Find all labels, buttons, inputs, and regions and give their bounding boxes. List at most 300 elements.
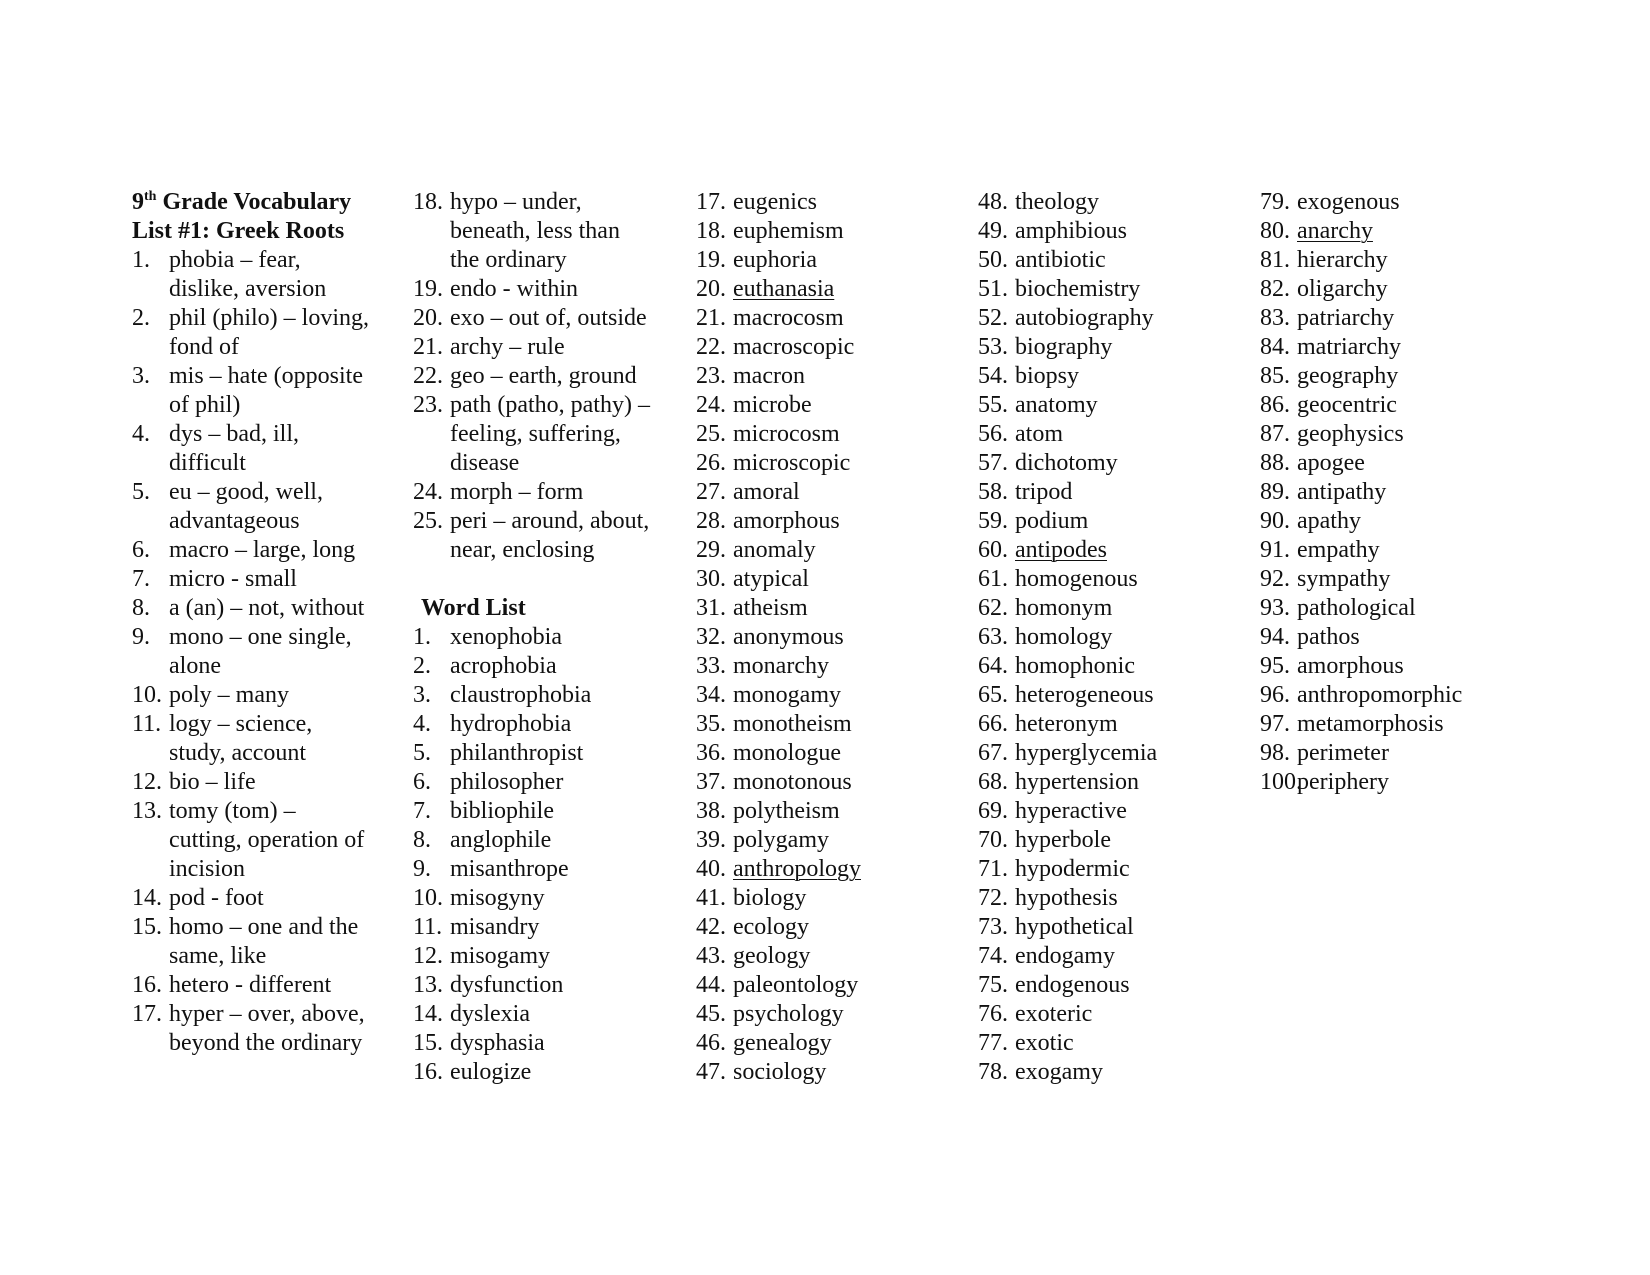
word-list-item <box>1260 246 1520 275</box>
vocabulary-word: misogamy <box>450 943 550 969</box>
vocabulary-word: dysfunction <box>450 972 564 998</box>
word-list-item <box>696 449 956 478</box>
word-number: 71. <box>978 856 1008 882</box>
root-definition: alone <box>169 653 221 679</box>
word-number: 48. <box>978 189 1008 215</box>
word-list-item <box>978 884 1238 913</box>
root-number: 5. <box>132 479 150 505</box>
word-number: 49. <box>978 218 1008 244</box>
root-definition: path (patho, pathy) – <box>450 392 650 418</box>
word-number: 12. <box>413 943 443 969</box>
root-definition: disease <box>450 450 520 476</box>
word-list-item <box>413 739 673 768</box>
word-list-item <box>413 855 673 884</box>
word-list-item <box>696 536 956 565</box>
root-number: 8. <box>132 595 150 621</box>
vocabulary-word: anatomy <box>1015 392 1098 418</box>
word-list-item <box>413 768 673 797</box>
word-number: 2. <box>413 653 431 679</box>
word-number: 5. <box>413 740 431 766</box>
grade-ordinal-suffix: th <box>144 189 157 204</box>
word-number: 59. <box>978 508 1008 534</box>
vocabulary-word: pathos <box>1297 624 1360 650</box>
root-definition: poly – many <box>169 682 289 708</box>
word-number: 47. <box>696 1059 726 1085</box>
word-list-item <box>1260 449 1520 478</box>
word-number: 22. <box>696 334 726 360</box>
word-number: 30. <box>696 566 726 592</box>
word-list-item <box>978 188 1238 217</box>
vocabulary-word: psychology <box>733 1001 844 1027</box>
word-list-item <box>696 188 956 217</box>
word-list-item <box>413 942 673 971</box>
column-3 <box>696 188 956 1087</box>
word-list-item <box>696 884 956 913</box>
word-list-item <box>696 710 956 739</box>
column-1 <box>132 188 392 1058</box>
word-number: 53. <box>978 334 1008 360</box>
root-definition: the ordinary <box>450 247 567 273</box>
root-definition: a (an) – not, without <box>169 595 365 621</box>
word-number: 9. <box>413 856 431 882</box>
word-number: 4. <box>413 711 431 737</box>
root-definition: pod - foot <box>169 885 264 911</box>
vocabulary-word: amorphous <box>1297 653 1404 679</box>
word-list-item <box>1260 681 1520 710</box>
root-number: 15. <box>132 914 162 940</box>
word-number: 26. <box>696 450 726 476</box>
word-list-item <box>696 565 956 594</box>
word-list-item <box>978 1058 1238 1087</box>
word-number: 11. <box>413 914 443 940</box>
root-entry <box>132 420 392 449</box>
word-list-item <box>696 391 956 420</box>
word-number: 85. <box>1260 363 1290 389</box>
root-definition: hetero - different <box>169 972 332 998</box>
word-number: 37. <box>696 769 726 795</box>
vocabulary-word: sympathy <box>1297 566 1391 592</box>
word-number: 7. <box>413 798 431 824</box>
root-number: 17. <box>132 1001 162 1027</box>
word-list-item <box>978 391 1238 420</box>
root-number: 18. <box>413 189 443 215</box>
root-definition: hyper – over, above, <box>169 1001 365 1027</box>
root-entry <box>413 362 673 391</box>
word-list-item <box>696 1029 956 1058</box>
word-list-item <box>978 478 1238 507</box>
root-number: 9. <box>132 624 150 650</box>
root-number: 14. <box>132 885 162 911</box>
word-number: 88. <box>1260 450 1290 476</box>
vocabulary-word: macron <box>733 363 805 389</box>
word-number: 78. <box>978 1059 1008 1085</box>
vocabulary-word: antipathy <box>1297 479 1387 505</box>
vocabulary-word: oligarchy <box>1297 276 1388 302</box>
word-number: 66. <box>978 711 1008 737</box>
word-list-item <box>696 594 956 623</box>
word-number: 65. <box>978 682 1008 708</box>
word-number: 40. <box>696 856 726 882</box>
word-list-item <box>696 217 956 246</box>
vocabulary-word: monologue <box>733 740 841 766</box>
root-definition: feeling, suffering, <box>450 421 621 447</box>
root-entry <box>413 391 673 420</box>
vocabulary-word: anthropology <box>733 856 861 882</box>
word-number: 97. <box>1260 711 1290 737</box>
word-list-item <box>1260 275 1520 304</box>
vocabulary-word: monotheism <box>733 711 852 737</box>
word-list-item <box>1260 362 1520 391</box>
root-definition: dislike, aversion <box>169 276 327 302</box>
vocabulary-word: biochemistry <box>1015 276 1141 302</box>
word-list-item <box>413 710 673 739</box>
word-list-item <box>696 1000 956 1029</box>
vocabulary-word: genealogy <box>733 1030 832 1056</box>
word-list-item <box>413 681 673 710</box>
root-entry <box>132 362 392 391</box>
root-entry-continuation <box>413 536 673 565</box>
vocabulary-word: misogyny <box>450 885 545 911</box>
word-number: 29. <box>696 537 726 563</box>
vocabulary-word: geology <box>733 943 811 969</box>
vocabulary-word: geography <box>1297 363 1399 389</box>
word-number: 75. <box>978 972 1008 998</box>
root-entry-continuation <box>132 449 392 478</box>
word-number: 8. <box>413 827 431 853</box>
word-list-item <box>1260 623 1520 652</box>
vocabulary-word: acrophobia <box>450 653 557 679</box>
vocabulary-word: podium <box>1015 508 1089 534</box>
word-number: 87. <box>1260 421 1290 447</box>
root-entry-continuation <box>132 855 392 884</box>
word-number: 70. <box>978 827 1008 853</box>
word-number: 35. <box>696 711 726 737</box>
word-number: 73. <box>978 914 1008 940</box>
word-list-item <box>1260 217 1520 246</box>
word-list-item <box>1260 768 1520 797</box>
word-number: 24. <box>696 392 726 418</box>
word-number: 83. <box>1260 305 1290 331</box>
root-number: 25. <box>413 508 443 534</box>
word-number: 64. <box>978 653 1008 679</box>
vocabulary-word: claustrophobia <box>450 682 592 708</box>
vocabulary-word: anarchy <box>1297 218 1373 244</box>
word-number: 96. <box>1260 682 1290 708</box>
word-number: 89. <box>1260 479 1290 505</box>
root-number: 10. <box>132 682 162 708</box>
vocabulary-word: hydrophobia <box>450 711 572 737</box>
root-definition: bio – life <box>169 769 256 795</box>
vocabulary-word: periphery <box>1297 769 1389 795</box>
vocabulary-word: microcosm <box>733 421 840 447</box>
word-number: 56. <box>978 421 1008 447</box>
title-text: Grade Vocabulary <box>156 189 352 215</box>
word-number: 76. <box>978 1001 1008 1027</box>
root-number: 23. <box>413 392 443 418</box>
vocabulary-word: heteronym <box>1015 711 1118 737</box>
word-list-item <box>696 913 956 942</box>
word-number: 61. <box>978 566 1008 592</box>
word-list-item <box>978 652 1238 681</box>
root-definition: geo – earth, ground <box>450 363 637 389</box>
vocabulary-word: ecology <box>733 914 809 940</box>
word-list-item <box>696 652 956 681</box>
root-definition: beneath, less than <box>450 218 620 244</box>
root-number: 16. <box>132 972 162 998</box>
word-list-item <box>413 1029 673 1058</box>
word-number: 54. <box>978 363 1008 389</box>
vocabulary-word: homophonic <box>1015 653 1135 679</box>
word-list-item <box>696 304 956 333</box>
word-list-item <box>978 449 1238 478</box>
vocabulary-word: anglophile <box>450 827 552 853</box>
root-entry <box>132 565 392 594</box>
vocabulary-word: hyperglycemia <box>1015 740 1158 766</box>
word-list-item <box>696 246 956 275</box>
word-list-item <box>413 971 673 1000</box>
root-definition: phobia – fear, <box>169 247 301 273</box>
root-entry <box>132 623 392 652</box>
root-number: 1. <box>132 247 150 273</box>
word-list-item <box>696 971 956 1000</box>
word-number: 91. <box>1260 537 1290 563</box>
root-entry-continuation <box>132 739 392 768</box>
vocabulary-word: hyperbole <box>1015 827 1111 853</box>
word-list-item <box>696 826 956 855</box>
word-number: 10. <box>413 885 443 911</box>
vocabulary-word: heterogeneous <box>1015 682 1154 708</box>
word-number: 44. <box>696 972 726 998</box>
root-number: 7. <box>132 566 150 592</box>
vocabulary-word: hypertension <box>1015 769 1139 795</box>
vocabulary-word: biopsy <box>1015 363 1080 389</box>
word-number: 72. <box>978 885 1008 911</box>
word-list-item <box>1260 333 1520 362</box>
word-number: 28. <box>696 508 726 534</box>
word-number: 92. <box>1260 566 1290 592</box>
word-number: 84. <box>1260 334 1290 360</box>
vocabulary-word: anonymous <box>733 624 844 650</box>
spacer <box>413 565 673 594</box>
root-entry-continuation <box>413 420 673 449</box>
root-number: 3. <box>132 363 150 389</box>
vocabulary-word: exotic <box>1015 1030 1074 1056</box>
vocabulary-word: biology <box>733 885 807 911</box>
root-number: 6. <box>132 537 150 563</box>
word-number: 41. <box>696 885 726 911</box>
root-definition: dys – bad, ill, <box>169 421 299 447</box>
root-entry-continuation <box>413 246 673 275</box>
vocabulary-word: dichotomy <box>1015 450 1118 476</box>
root-definition: phil (philo) – loving, <box>169 305 369 331</box>
word-list-item <box>696 420 956 449</box>
word-number: 67. <box>978 740 1008 766</box>
vocabulary-word: atom <box>1015 421 1063 447</box>
root-number: 11. <box>132 711 162 737</box>
root-entry <box>132 1000 392 1029</box>
word-number: 55. <box>978 392 1008 418</box>
word-number: 43. <box>696 943 726 969</box>
word-number: 14. <box>413 1001 443 1027</box>
root-entry <box>413 333 673 362</box>
vocabulary-word: exogenous <box>1297 189 1400 215</box>
word-list-item <box>1260 594 1520 623</box>
word-number: 42. <box>696 914 726 940</box>
word-list-item <box>696 942 956 971</box>
vocabulary-word: philanthropist <box>450 740 584 766</box>
word-list-item <box>1260 420 1520 449</box>
vocabulary-word: autobiography <box>1015 305 1154 331</box>
vocabulary-word: microscopic <box>733 450 851 476</box>
word-list-item <box>978 623 1238 652</box>
root-number: 24. <box>413 479 443 505</box>
column-4 <box>978 188 1238 1087</box>
document-title-line-1 <box>132 188 392 217</box>
word-number: 80. <box>1260 218 1290 244</box>
root-definition: same, like <box>169 943 267 969</box>
vocabulary-word: anomaly <box>733 537 816 563</box>
column-2 <box>413 188 673 1087</box>
word-list-item <box>413 913 673 942</box>
root-definition: advantageous <box>169 508 300 534</box>
vocabulary-word: atypical <box>733 566 809 592</box>
vocabulary-word: dyslexia <box>450 1001 530 1027</box>
word-list-item <box>1260 565 1520 594</box>
word-list-item <box>413 1000 673 1029</box>
vocabulary-word: amorphous <box>733 508 840 534</box>
word-list-item <box>696 507 956 536</box>
word-number: 60. <box>978 537 1008 563</box>
word-list-item <box>978 710 1238 739</box>
word-number: 58. <box>978 479 1008 505</box>
word-list-item <box>978 942 1238 971</box>
root-entry <box>413 478 673 507</box>
document-title-line-2: List #1: Greek Roots <box>132 218 345 244</box>
vocabulary-word: hypothetical <box>1015 914 1134 940</box>
word-list-item <box>978 913 1238 942</box>
vocabulary-word: homonym <box>1015 595 1113 621</box>
root-definition: eu – good, well, <box>169 479 323 505</box>
word-list-item <box>696 739 956 768</box>
word-number: 62. <box>978 595 1008 621</box>
vocabulary-word: hyperactive <box>1015 798 1127 824</box>
word-number: 79. <box>1260 189 1290 215</box>
word-list-item <box>978 1000 1238 1029</box>
word-number: 25. <box>696 421 726 447</box>
root-definition: near, enclosing <box>450 537 595 563</box>
vocabulary-word: tripod <box>1015 479 1073 505</box>
vocabulary-word: theology <box>1015 189 1099 215</box>
word-number: 1. <box>413 624 431 650</box>
word-number: 21. <box>696 305 726 331</box>
vocabulary-word: antipodes <box>1015 537 1107 563</box>
word-list-item <box>696 275 956 304</box>
word-number: 93. <box>1260 595 1290 621</box>
vocabulary-word: xenophobia <box>450 624 562 650</box>
word-list-item <box>978 275 1238 304</box>
word-list-item <box>978 333 1238 362</box>
word-list-item <box>978 797 1238 826</box>
vocabulary-word: endogenous <box>1015 972 1130 998</box>
root-entry-continuation <box>132 275 392 304</box>
word-number: 16. <box>413 1059 443 1085</box>
word-number: 57. <box>978 450 1008 476</box>
root-number: 22. <box>413 363 443 389</box>
word-list-item <box>413 797 673 826</box>
word-number: 95. <box>1260 653 1290 679</box>
word-number: 27. <box>696 479 726 505</box>
word-number: 36. <box>696 740 726 766</box>
word-number: 81. <box>1260 247 1290 273</box>
root-entry <box>132 478 392 507</box>
word-number: 38. <box>696 798 726 824</box>
grade-number: 9 <box>132 189 144 215</box>
vocabulary-word: amphibious <box>1015 218 1127 244</box>
vocabulary-word: endogamy <box>1015 943 1115 969</box>
word-list-item <box>978 768 1238 797</box>
root-entry <box>132 884 392 913</box>
vocabulary-word: polygamy <box>733 827 829 853</box>
root-entry <box>413 507 673 536</box>
root-definition: difficult <box>169 450 246 476</box>
word-number: 39. <box>696 827 726 853</box>
vocabulary-word: misandry <box>450 914 540 940</box>
word-list-item <box>978 246 1238 275</box>
root-entry-continuation <box>132 333 392 362</box>
vocabulary-word: patriarchy <box>1297 305 1395 331</box>
vocabulary-word: hypothesis <box>1015 885 1118 911</box>
vocabulary-word: eugenics <box>733 189 817 215</box>
word-list-item <box>978 594 1238 623</box>
root-definition: tomy (tom) – <box>169 798 296 824</box>
vocabulary-word: pathological <box>1297 595 1416 621</box>
word-number: 63. <box>978 624 1008 650</box>
root-entry <box>413 188 673 217</box>
root-number: 19. <box>413 276 443 302</box>
vocabulary-word: philosopher <box>450 769 564 795</box>
word-list-item <box>696 623 956 652</box>
vocabulary-word: monogamy <box>733 682 841 708</box>
word-number: 20. <box>696 276 726 302</box>
word-list-item <box>1260 304 1520 333</box>
word-list-item <box>978 536 1238 565</box>
root-definition: fond of <box>169 334 239 360</box>
word-list-item <box>978 507 1238 536</box>
vocabulary-word: euphemism <box>733 218 844 244</box>
vocabulary-word: bibliophile <box>450 798 554 824</box>
word-number: 90. <box>1260 508 1290 534</box>
root-definition: of phil) <box>169 392 241 418</box>
vocabulary-word: geophysics <box>1297 421 1404 447</box>
vocabulary-word: euthanasia <box>733 276 835 302</box>
root-number: 20. <box>413 305 443 331</box>
root-entry-continuation <box>132 391 392 420</box>
root-number: 2. <box>132 305 150 331</box>
vocabulary-word: exogamy <box>1015 1059 1103 1085</box>
word-number: 17. <box>696 189 726 215</box>
root-definition: endo - within <box>450 276 578 302</box>
word-list-item <box>696 362 956 391</box>
word-number: 32. <box>696 624 726 650</box>
word-list-item <box>696 797 956 826</box>
word-number: 69. <box>978 798 1008 824</box>
word-list-item <box>978 420 1238 449</box>
vocabulary-word: paleontology <box>733 972 859 998</box>
word-number: 19. <box>696 247 726 273</box>
root-entry <box>413 304 673 333</box>
vocabulary-word: homogenous <box>1015 566 1138 592</box>
vocabulary-word: geocentric <box>1297 392 1397 418</box>
